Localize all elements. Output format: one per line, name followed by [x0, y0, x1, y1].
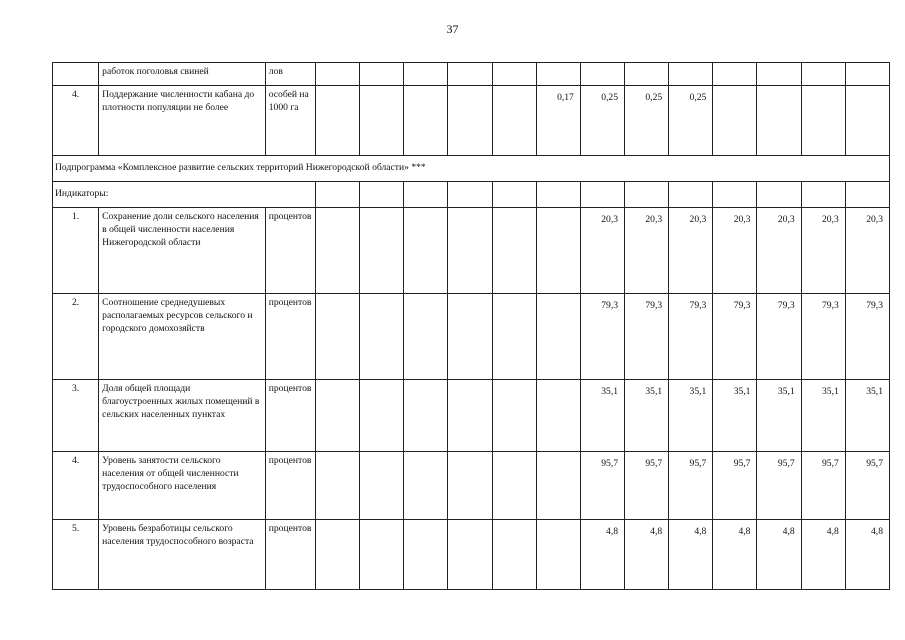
- row-number-cell: [53, 63, 99, 86]
- value-cell: [669, 63, 713, 86]
- value-cell: [360, 86, 404, 156]
- value-cell: [315, 63, 359, 86]
- row-name-cell: Поддержание численности кабана до плотности популяции не более: [99, 86, 266, 156]
- value-cell: [801, 63, 845, 86]
- table-row: [53, 452, 890, 520]
- value-cell: [713, 86, 757, 156]
- row-number-cell: 3.: [53, 380, 99, 452]
- value-cell: 4,8: [625, 520, 669, 590]
- value-cell: [536, 380, 580, 452]
- table-row: [53, 520, 890, 590]
- value-cell: [404, 452, 448, 520]
- table-row: [53, 86, 890, 156]
- empty-cell: [315, 182, 359, 208]
- value-cell: 20,3: [580, 208, 624, 294]
- row-unit-cell: лов: [265, 63, 315, 86]
- table-row: [53, 63, 890, 86]
- value-cell: [492, 380, 536, 452]
- value-cell: [315, 452, 359, 520]
- value-cell: 4,8: [845, 520, 889, 590]
- value-cell: [757, 63, 801, 86]
- value-cell: 4,8: [713, 520, 757, 590]
- empty-cell: [360, 182, 404, 208]
- value-cell: [801, 86, 845, 156]
- value-cell: [757, 86, 801, 156]
- value-cell: 79,3: [845, 294, 889, 380]
- row-number-cell: 1.: [53, 208, 99, 294]
- value-cell: 35,1: [625, 380, 669, 452]
- indicators-label-row: [53, 182, 890, 208]
- row-name-cell: Сохранение доли сельского населения в общей численности населения Нижегородской области: [99, 208, 266, 294]
- empty-cell: [580, 182, 624, 208]
- value-cell: [448, 294, 492, 380]
- value-cell: 20,3: [669, 208, 713, 294]
- value-cell: [448, 380, 492, 452]
- row-name-cell: Уровень занятости сельского населения от общей численности трудоспособного населения: [99, 452, 266, 520]
- row-name-cell: Доля общей площади благоустроенных жилых помещений в сельских населенных пунктах: [99, 380, 266, 452]
- value-cell: [845, 63, 889, 86]
- value-cell: [404, 520, 448, 590]
- row-unit-cell: процентов: [265, 520, 315, 590]
- value-cell: 20,3: [757, 208, 801, 294]
- value-cell: 20,3: [713, 208, 757, 294]
- value-cell: [536, 63, 580, 86]
- value-cell: 35,1: [801, 380, 845, 452]
- value-cell: 95,7: [580, 452, 624, 520]
- row-number-cell: 5.: [53, 520, 99, 590]
- value-cell: [315, 294, 359, 380]
- empty-cell: [845, 182, 889, 208]
- value-cell: [360, 380, 404, 452]
- row-name-cell: работок поголовья свиней: [99, 63, 266, 86]
- value-cell: 4,8: [580, 520, 624, 590]
- value-cell: [315, 86, 359, 156]
- value-cell: 79,3: [580, 294, 624, 380]
- value-cell: [360, 452, 404, 520]
- value-cell: [713, 63, 757, 86]
- table-row: [53, 380, 890, 452]
- value-cell: [404, 86, 448, 156]
- empty-cell: [801, 182, 845, 208]
- row-unit-cell: процентов: [265, 208, 315, 294]
- row-number-cell: 2.: [53, 294, 99, 380]
- empty-cell: [492, 182, 536, 208]
- value-cell: [536, 520, 580, 590]
- value-cell: 35,1: [713, 380, 757, 452]
- value-cell: 20,3: [801, 208, 845, 294]
- row-unit-cell: процентов: [265, 380, 315, 452]
- empty-cell: [625, 182, 669, 208]
- value-cell: 0,25: [580, 86, 624, 156]
- value-cell: [492, 452, 536, 520]
- row-number-cell: 4.: [53, 86, 99, 156]
- value-cell: 79,3: [625, 294, 669, 380]
- value-cell: 35,1: [580, 380, 624, 452]
- row-name-cell: Соотношение среднедушевых располагаемых ресурсов сельского и городского домохозяйств: [99, 294, 266, 380]
- value-cell: [404, 294, 448, 380]
- value-cell: [448, 208, 492, 294]
- value-cell: [492, 294, 536, 380]
- value-cell: 35,1: [669, 380, 713, 452]
- value-cell: 35,1: [757, 380, 801, 452]
- value-cell: 4,8: [801, 520, 845, 590]
- subprogram-heading: Подпрограмма «Комплексное развитие сельских территорий Нижегородской области» ***: [53, 156, 890, 182]
- value-cell: [448, 520, 492, 590]
- value-cell: 95,7: [713, 452, 757, 520]
- value-cell: [448, 452, 492, 520]
- value-cell: 4,8: [757, 520, 801, 590]
- value-cell: [536, 452, 580, 520]
- row-unit-cell: процентов: [265, 452, 315, 520]
- row-unit-cell: особей на 1000 га: [265, 86, 315, 156]
- value-cell: [360, 63, 404, 86]
- value-cell: [448, 86, 492, 156]
- value-cell: [360, 294, 404, 380]
- value-cell: 95,7: [757, 452, 801, 520]
- value-cell: [536, 294, 580, 380]
- value-cell: 35,1: [845, 380, 889, 452]
- value-cell: 95,7: [669, 452, 713, 520]
- indicators-label: Индикаторы:: [53, 182, 316, 208]
- value-cell: 79,3: [669, 294, 713, 380]
- value-cell: [315, 208, 359, 294]
- value-cell: [845, 86, 889, 156]
- value-cell: 95,7: [625, 452, 669, 520]
- value-cell: 4,8: [669, 520, 713, 590]
- value-cell: [536, 208, 580, 294]
- value-cell: [404, 380, 448, 452]
- value-cell: 79,3: [713, 294, 757, 380]
- value-cell: 79,3: [757, 294, 801, 380]
- value-cell: 0,25: [625, 86, 669, 156]
- empty-cell: [536, 182, 580, 208]
- row-unit-cell: процентов: [265, 294, 315, 380]
- value-cell: 79,3: [801, 294, 845, 380]
- value-cell: 0,25: [669, 86, 713, 156]
- value-cell: [360, 520, 404, 590]
- table-row: [53, 294, 890, 380]
- value-cell: [580, 63, 624, 86]
- row-name-cell: Уровень безработицы сельского населения трудоспособного возраста: [99, 520, 266, 590]
- page-number: 37: [446, 22, 459, 36]
- value-cell: 95,7: [845, 452, 889, 520]
- value-cell: [315, 380, 359, 452]
- value-cell: [315, 520, 359, 590]
- value-cell: [360, 208, 404, 294]
- indicators-table: [52, 62, 890, 590]
- value-cell: [404, 208, 448, 294]
- value-cell: [625, 63, 669, 86]
- value-cell: 20,3: [625, 208, 669, 294]
- empty-cell: [404, 182, 448, 208]
- value-cell: [492, 208, 536, 294]
- value-cell: 0,17: [536, 86, 580, 156]
- value-cell: [492, 86, 536, 156]
- value-cell: 95,7: [801, 452, 845, 520]
- value-cell: [448, 63, 492, 86]
- empty-cell: [757, 182, 801, 208]
- empty-cell: [713, 182, 757, 208]
- value-cell: 20,3: [845, 208, 889, 294]
- subprogram-heading-row: [53, 156, 890, 182]
- row-number-cell: 4.: [53, 452, 99, 520]
- value-cell: [404, 63, 448, 86]
- value-cell: [492, 63, 536, 86]
- empty-cell: [448, 182, 492, 208]
- table-row: [53, 208, 890, 294]
- value-cell: [492, 520, 536, 590]
- empty-cell: [669, 182, 713, 208]
